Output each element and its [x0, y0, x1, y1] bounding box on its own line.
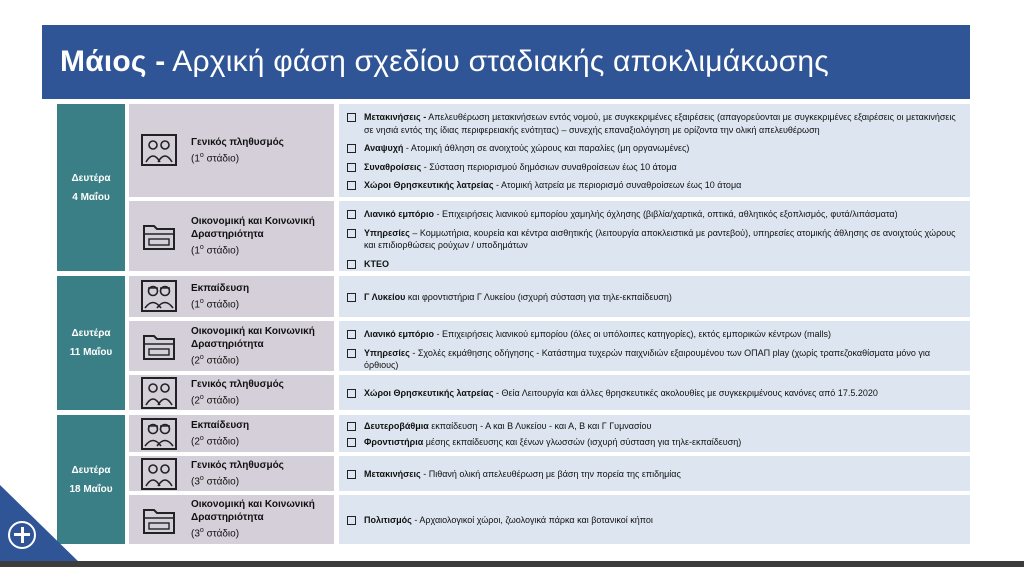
- stage-number: ($3^o$ στάδιο): [191, 527, 240, 540]
- list-item: Μετακινήσεις - Πιθανή ολική απελευθέρωση με βάση την πορεία της επιδημίας: [347, 468, 962, 481]
- stage-general-population-2: [129, 375, 334, 410]
- list-item: Λιανικό εμπόριο - Επιχειρήσεις λιανικού εμπορίου χαμηλής όχλησης (βιβλία/χαρτικά, οπτικά, αθλητικός εξοπλισμός, φυτά/λιπάσματα): [347, 208, 962, 221]
- checkbox-icon: [347, 389, 356, 398]
- stage-general-population-3: [129, 456, 334, 491]
- details-economic-activity-3: [339, 495, 970, 544]
- date-day: 11 Μαΐου: [69, 347, 113, 358]
- list-item: Πολιτισμός - Αρχαιολογικοί χώροι, ζωολογικά πάρκα και βοτανικοί κήποι: [347, 514, 962, 527]
- stage-economic-activity-3: [129, 495, 334, 544]
- checkbox-icon: [347, 144, 356, 153]
- date-day: 4 Μαΐου: [72, 191, 110, 203]
- list-item: Δευτεροβάθμια εκπαίδευση - Α και Β Λυκείου - και Α, Β και Γ Γυμνασίου: [347, 420, 962, 433]
- stage-title: Γενικός πληθυσμός: [191, 378, 284, 390]
- date-weekday: Δευτέρα: [71, 172, 111, 184]
- date-block-may-11: [57, 276, 125, 410]
- stage-title: Οικονομική και Κοινωνική Δραστηριότητα: [191, 215, 315, 240]
- list-item: ΚΤΕΟ: [347, 258, 962, 271]
- date-block-may-4: [57, 104, 125, 271]
- details-education-1: [339, 276, 970, 317]
- details-general-population-2: [339, 375, 970, 410]
- list-item: Χώροι Θρησκευτικής λατρείας - Θεία Λειτουργία και άλλες θρησκευτικές ακολουθίες με συγκεκριμένους κανόνες από 17.5.2020: [347, 387, 962, 400]
- checkbox-icon: [347, 516, 356, 525]
- details-economic-activity-1: [339, 201, 970, 271]
- checkbox-icon: [347, 210, 356, 219]
- stage-title: Γενικός πληθυσμός: [191, 459, 284, 471]
- list-item: Υπηρεσίες - Σχολές εκμάθησης οδήγησης - Κατάστημα τυχερών παιχνιδιών εξαιρουμένου των ΟΠΑΠ play (χωρίς τραπεζοκαθίσματα μόνο για όρθιους): [347, 347, 962, 372]
- checkbox-icon: [347, 113, 356, 122]
- stage-number: ($1^o$ στάδιο): [191, 297, 240, 311]
- stage-number: ($3^o$ στάδιο): [191, 474, 240, 488]
- stage-number: ($1^o$ στάδιο): [191, 243, 240, 257]
- stage-education-1: [129, 276, 334, 317]
- stage-education-2: [129, 415, 334, 452]
- list-item: Αναψυχή - Ατομική άθληση σε ανοιχτούς χώρους και παραλίες (μη οργανωμένες): [347, 142, 962, 155]
- checkbox-icon: [347, 163, 356, 172]
- stage-number: ($2^o$ στάδιο): [191, 353, 240, 367]
- list-item: Γ Λυκείου και φροντιστήρια Γ Λυκείου (ισχυρή σύσταση για τηλε-εκπαίδευση): [347, 291, 962, 304]
- stage-economic-activity-2: [129, 321, 334, 371]
- details-general-population-3: [339, 456, 970, 491]
- title-text: Αρχική φάση σχεδίου σταδιακής αποκλιμάκωσης: [165, 45, 829, 78]
- government-seal-icon: [8, 521, 36, 549]
- people-icon: [141, 458, 177, 490]
- folder-icon: [141, 504, 177, 536]
- list-item: Λιανικό εμπόριο - Επιχειρήσεις λιανικού εμπορίου (όλες οι υπόλοιπες κατηγορίες), εκτός εμπορικών κέντρων (malls): [347, 328, 962, 341]
- stage-number: ($1^o$ στάδιο): [191, 151, 240, 165]
- checkbox-icon: [347, 293, 356, 302]
- checkbox-icon: [347, 260, 356, 269]
- checkbox-icon: [347, 181, 356, 190]
- title-month: Μάιος -: [60, 45, 166, 78]
- checkbox-icon: [347, 330, 356, 339]
- list-item: Φροντιστήρια μέσης εκπαίδευσης και ξένων γλωσσών (ισχυρή σύσταση για τηλε-εκπαίδευση): [347, 436, 962, 449]
- checkbox-icon: [347, 438, 356, 447]
- stage-title: Γενικός πληθυσμός: [191, 136, 284, 148]
- checkbox-icon: [347, 422, 356, 431]
- stage-title: Οικονομική και Κοινωνική Δραστηριότητα: [191, 499, 315, 524]
- checkbox-icon: [347, 349, 356, 358]
- stage-economic-activity-1: [129, 201, 334, 271]
- date-weekday: Δευτέρα: [71, 464, 111, 476]
- details-economic-activity-2: [339, 321, 970, 371]
- folder-icon: [141, 220, 177, 252]
- bottom-bar: [0, 561, 1024, 567]
- stage-number: ($2^o$ στάδιο): [191, 393, 240, 407]
- students-icon: [141, 418, 177, 450]
- stage-title: Εκπαίδευση: [191, 282, 250, 294]
- date-day: 18 Μαΐου: [69, 483, 113, 495]
- stage-number: ($2^o$ στάδιο): [191, 434, 240, 448]
- stage-general-population-1: [129, 104, 334, 197]
- checkbox-icon: [347, 470, 356, 479]
- stage-title: Εκπαίδευση: [191, 419, 250, 431]
- slide-title: [42, 25, 970, 99]
- students-icon: [141, 280, 177, 312]
- stage-title: Οικονομική και Κοινωνική Δραστηριότητα: [191, 325, 315, 350]
- list-item: Υπηρεσίες – Κομμωτήρια, κουρεία και κέντρα αισθητικής (λειτουργία αποκλειστικά με ραντεβού), υπηρεσίες ατομικής άθλησης σε ανοιχτούς χώρους και επιδιορθώσεις ρούχων / υποδημάτων: [347, 227, 962, 252]
- list-item: Συναθροίσεις - Σύσταση περιορισμού δημόσιων συναθροίσεων έως 10 άτομα: [347, 161, 962, 174]
- people-icon: [141, 377, 177, 409]
- date-weekday: Δευτέρα: [71, 328, 111, 339]
- details-general-population-1: [339, 104, 970, 197]
- details-education-2: [339, 415, 970, 452]
- folder-icon: [141, 330, 177, 362]
- list-item: Μετακινήσεις - Απελευθέρωση μετακινήσεων εντός νομού, με συγκεκριμένες εξαιρέσεις (απαγορεύονται με συγκεκριμένες εξαιρέσεις οι μετακινήσεις σε νησιά εντός της ίδιας περιφερειακής ενότητας) – συνεχής επαναξιολόγηση με ορίζοντα την ολική απελευθέρωση: [347, 111, 962, 136]
- list-item: Χώροι Θρησκευτικής λατρείας - Ατομική λατρεία με περιορισμό συναθροίσεων έως 10 άτομα: [347, 179, 962, 192]
- people-icon: [141, 134, 177, 166]
- checkbox-icon: [347, 229, 356, 238]
